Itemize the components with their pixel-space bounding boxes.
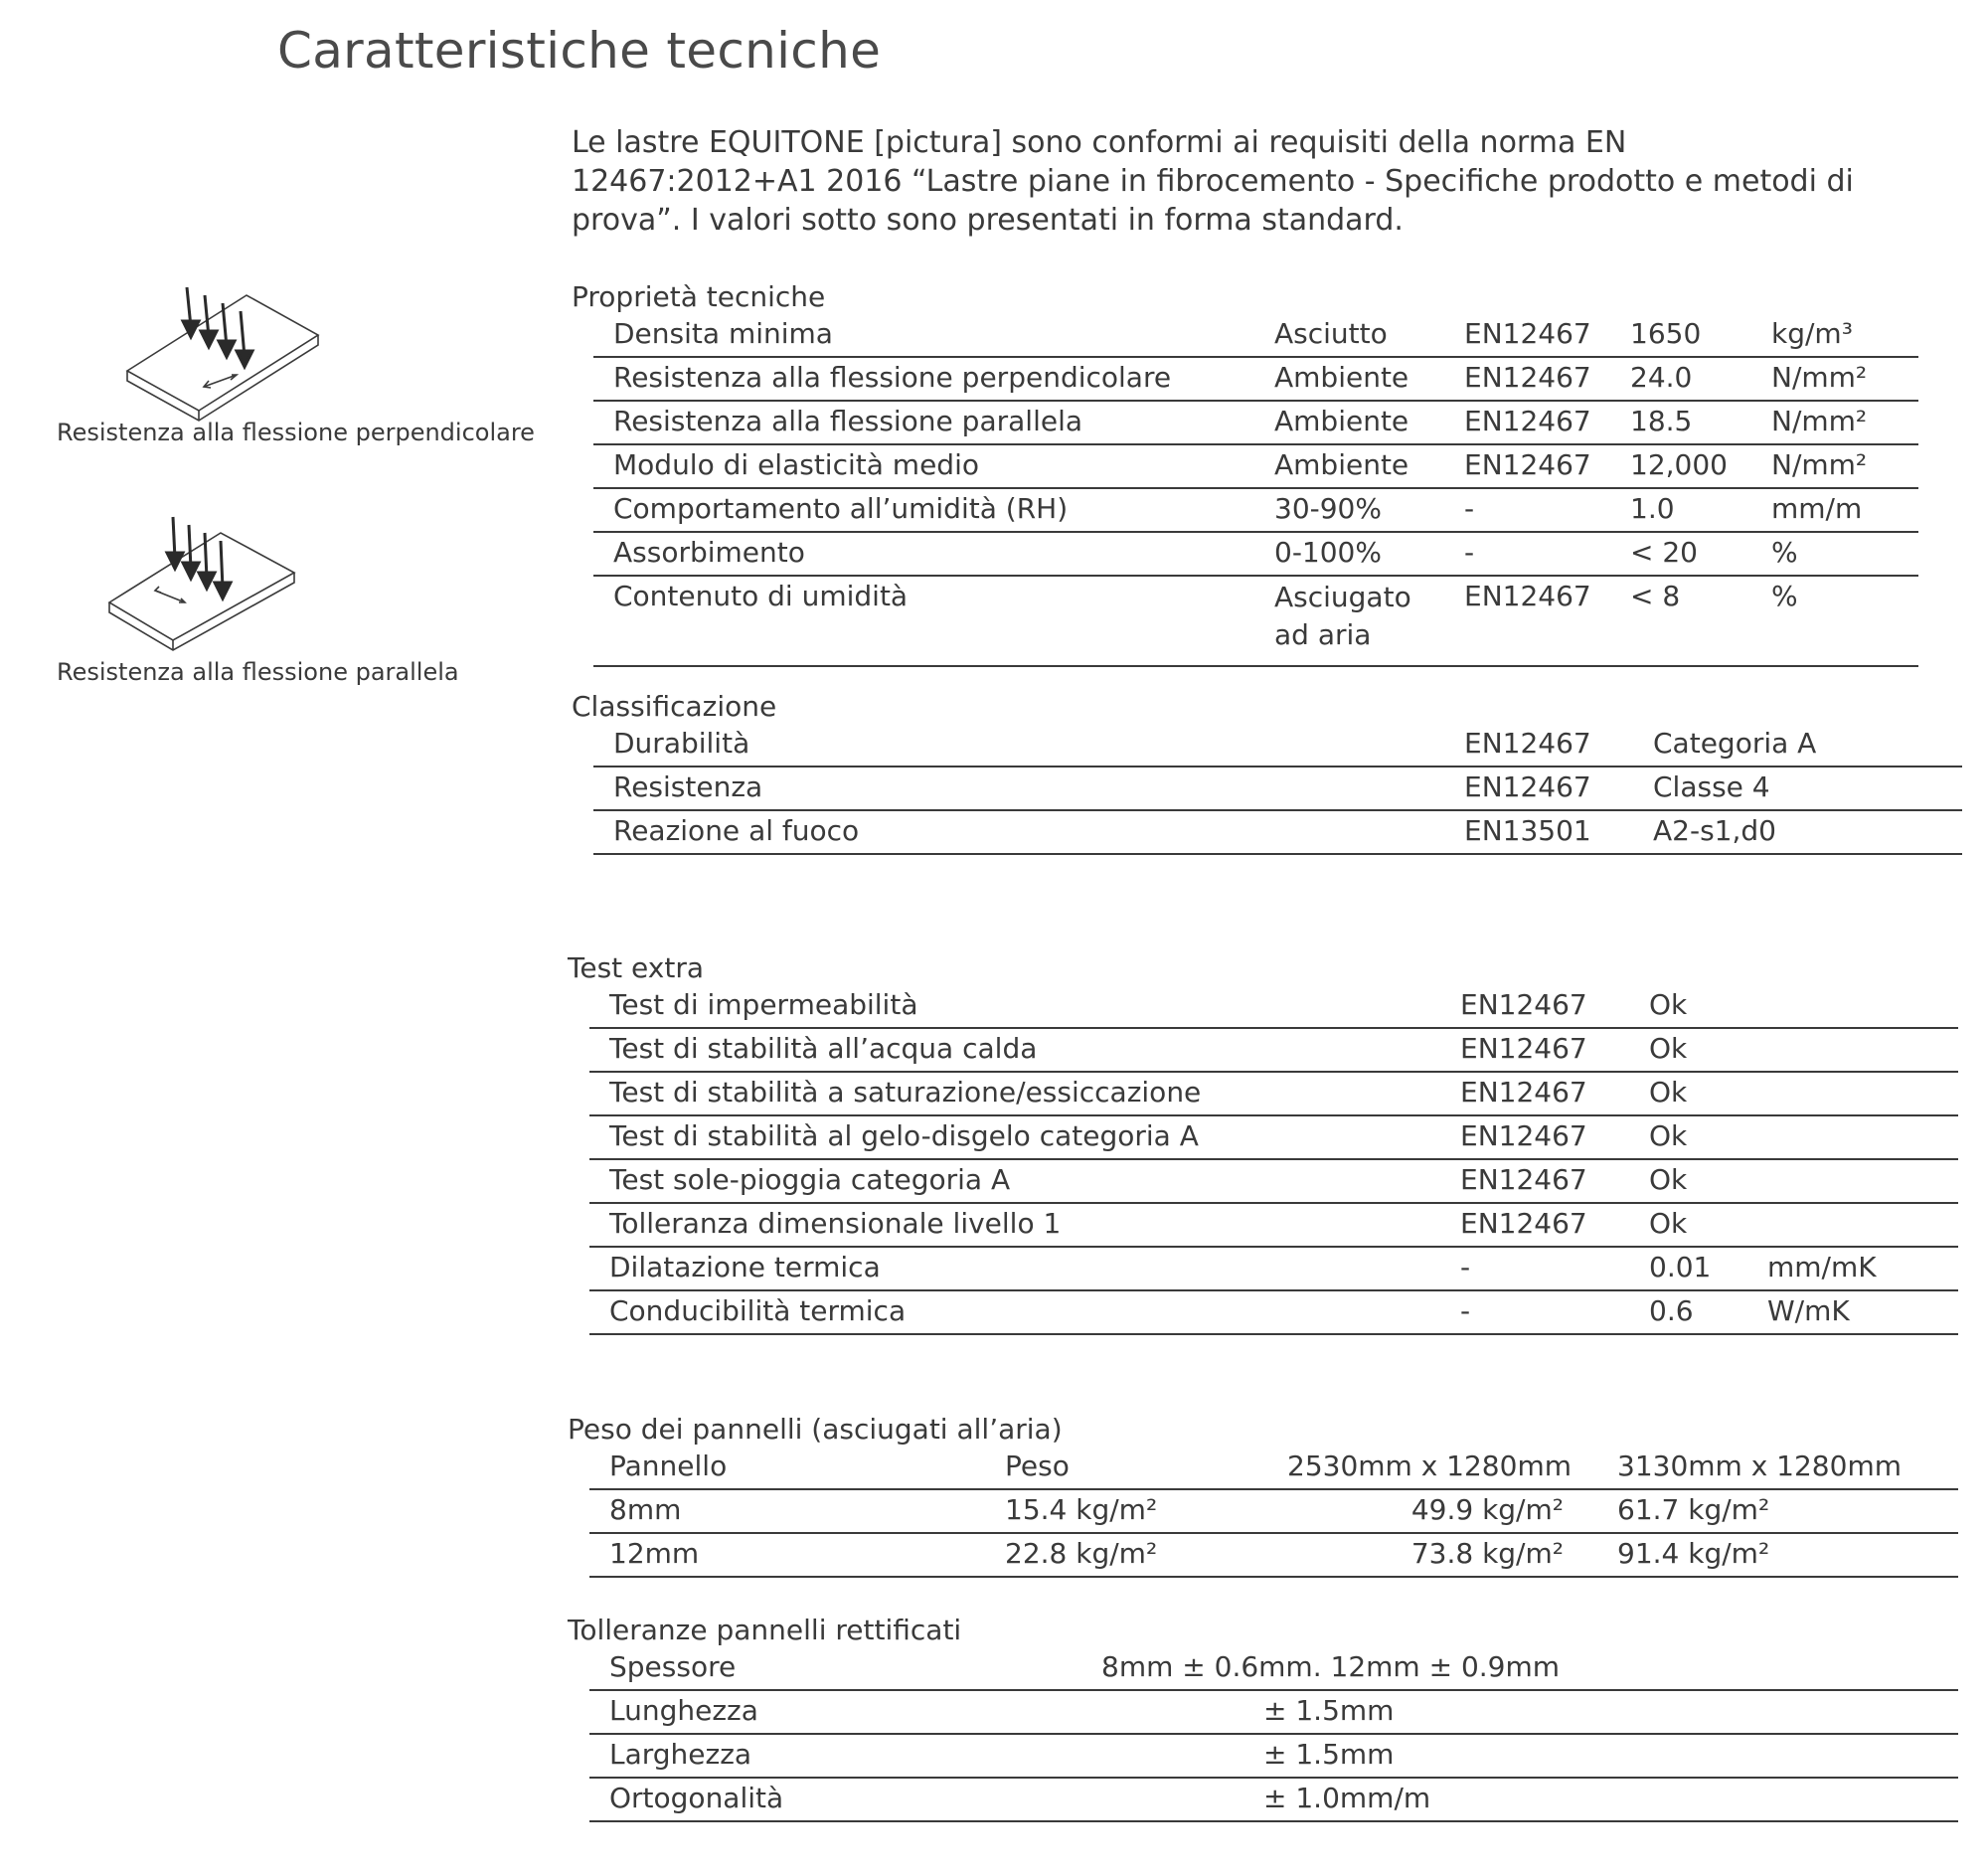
cell-dimension: Spessore <box>609 1650 737 1683</box>
cell-standard: EN12467 <box>1464 361 1591 394</box>
cell-result: Ok <box>1649 1076 1688 1109</box>
cell-result: Ok <box>1649 1207 1688 1240</box>
cell-test: Conducibilità termica <box>609 1294 907 1327</box>
figure-perpendicular <box>119 283 338 423</box>
figure-parallel <box>103 515 302 654</box>
cell-unit: mm/m <box>1771 492 1863 525</box>
cell-dimension: Lunghezza <box>609 1694 758 1727</box>
table-row <box>593 726 1962 767</box>
cell-standard: EN12467 <box>1464 448 1591 481</box>
figure-caption-perpendicular: Resistenza alla flessione perpendicolare <box>57 419 535 446</box>
cell-standard: EN13501 <box>1464 814 1591 847</box>
table-row <box>589 1536 1958 1578</box>
table-row <box>593 579 1918 667</box>
cell-standard: EN12467 <box>1460 1119 1587 1152</box>
cell-result: Ok <box>1649 1163 1688 1196</box>
cell-standard: EN12467 <box>1460 1163 1587 1196</box>
table-row <box>593 404 1918 445</box>
section-title-test-extra: Test extra <box>568 951 704 984</box>
cell-property: Contenuto di umidità <box>613 580 909 612</box>
cell-property: Assorbimento <box>613 536 805 569</box>
table-tolleranze <box>589 1649 1958 1828</box>
cell-value: 24.0 <box>1630 361 1693 394</box>
cell-value: < 20 <box>1630 536 1698 569</box>
cell-property: Comportamento all’umidità (RH) <box>613 492 1069 525</box>
cell-value: 1650 <box>1630 317 1702 350</box>
cell-tolerance: ± 1.5mm <box>1263 1738 1395 1771</box>
table-row <box>593 316 1918 358</box>
cell-test: Test di stabilità a saturazione/essiccazione <box>609 1076 1202 1109</box>
cell-property: Resistenza alla flessione parallela <box>613 405 1083 437</box>
cell-standard: EN12467 <box>1460 1076 1587 1109</box>
bending-parallel-icon <box>103 515 302 654</box>
bending-perpendicular-icon <box>119 283 338 423</box>
table-row <box>589 1649 1958 1691</box>
header-size-3130: 3130mm x 1280mm <box>1617 1450 1902 1482</box>
cell-condition: Asciugato ad aria <box>1274 581 1411 651</box>
table-row <box>593 769 1962 811</box>
table-row <box>593 447 1918 489</box>
cell-standard: EN12467 <box>1464 405 1591 437</box>
table-row <box>589 1118 1958 1160</box>
header-peso: Peso <box>1005 1450 1070 1482</box>
cell-property: Durabilità <box>613 727 750 760</box>
cell-unit: N/mm² <box>1771 361 1868 394</box>
cell-pannello: 8mm <box>609 1493 682 1526</box>
cell-tolerance: ± 1.5mm <box>1263 1694 1395 1727</box>
cell-value: Categoria A <box>1653 727 1817 760</box>
cell-standard: EN12467 <box>1460 1207 1587 1240</box>
cell-standard: - <box>1464 536 1475 569</box>
table-peso <box>589 1449 1958 1583</box>
cell-test: Test sole-pioggia categoria A <box>609 1163 1011 1196</box>
cell-standard: EN12467 <box>1464 727 1591 760</box>
cell-standard: - <box>1464 492 1475 525</box>
table-row <box>589 1250 1958 1291</box>
cell-unit: N/mm² <box>1771 405 1868 437</box>
cell-test: Test di stabilità all’acqua calda <box>609 1032 1038 1065</box>
cell-value: A2-s1,d0 <box>1653 814 1776 847</box>
cell-value: < 8 <box>1630 580 1681 612</box>
cell-standard: - <box>1460 1251 1471 1283</box>
cell-pannello: 12mm <box>609 1537 700 1570</box>
cell-weight-2530: 73.8 kg/m² <box>1410 1537 1564 1570</box>
cell-dimension: Larghezza <box>609 1738 752 1771</box>
cell-value: 18.5 <box>1630 405 1693 437</box>
cell-unit: W/mK <box>1767 1294 1850 1327</box>
cell-unit: kg/m³ <box>1771 317 1853 350</box>
cell-value: Classe 4 <box>1653 770 1770 803</box>
cell-tolerance: ± 1.0mm/m <box>1263 1782 1431 1814</box>
cell-property: Modulo di elasticità medio <box>613 448 979 481</box>
cell-weight-3130: 61.7 kg/m² <box>1617 1493 1770 1526</box>
table-test-extra <box>589 987 1958 1339</box>
section-title-peso: Peso dei pannelli (asciugati all’aria) <box>568 1413 1063 1446</box>
table-row <box>593 535 1918 577</box>
cell-property: Resistenza alla flessione perpendicolare <box>613 361 1172 394</box>
cell-standard: EN12467 <box>1464 580 1591 612</box>
cell-value: 1.0 <box>1630 492 1675 525</box>
header-size-2530: 2530mm x 1280mm <box>1287 1450 1572 1482</box>
cell-weight-3130: 91.4 kg/m² <box>1617 1537 1770 1570</box>
table-row <box>589 1031 1958 1073</box>
page-title: Caratteristiche tecniche <box>277 22 882 80</box>
cell-property: Densita minima <box>613 317 833 350</box>
cell-property: Resistenza <box>613 770 763 803</box>
cell-result: Ok <box>1649 1032 1688 1065</box>
cell-condition: Asciutto <box>1274 317 1388 350</box>
cell-standard: EN12467 <box>1464 317 1591 350</box>
table-row <box>593 813 1962 855</box>
table-row <box>593 360 1918 402</box>
cell-condition: 30-90% <box>1274 492 1382 525</box>
header-pannello: Pannello <box>609 1450 728 1482</box>
cell-test: Tolleranza dimensionale livello 1 <box>609 1207 1062 1240</box>
table-row <box>589 1075 1958 1116</box>
cell-unit: % <box>1771 536 1798 569</box>
cell-condition: 0-100% <box>1274 536 1382 569</box>
section-title-tolleranze: Tolleranze pannelli rettificati <box>568 1614 962 1646</box>
table-classificazione <box>593 726 1962 860</box>
cell-tolerance: 8mm ± 0.6mm. 12mm ± 0.9mm <box>1101 1650 1561 1683</box>
section-title-proprieta: Proprietà tecniche <box>572 280 826 313</box>
table-proprieta <box>593 316 1918 651</box>
cell-test: Test di impermeabilità <box>609 988 918 1021</box>
figure-caption-parallel: Resistenza alla flessione parallela <box>57 658 459 686</box>
cell-test: Test di stabilità al gelo-disgelo categoria A <box>609 1119 1199 1152</box>
table-row <box>589 1492 1958 1534</box>
cell-unit: % <box>1771 580 1798 612</box>
cell-unit: mm/mK <box>1767 1251 1877 1283</box>
cell-condition: Ambiente <box>1274 448 1409 481</box>
table-header-row <box>589 1449 1958 1490</box>
cell-property: Reazione al fuoco <box>613 814 860 847</box>
table-row <box>589 1206 1958 1248</box>
table-row <box>589 1693 1958 1735</box>
cell-value: 12,000 <box>1630 448 1728 481</box>
cell-condition: Ambiente <box>1274 405 1409 437</box>
table-row <box>589 1781 1958 1822</box>
cell-result: 0.01 <box>1649 1251 1712 1283</box>
cell-peso: 15.4 kg/m² <box>1005 1493 1158 1526</box>
cell-standard: EN12467 <box>1460 1032 1587 1065</box>
section-title-classificazione: Classificazione <box>572 690 777 723</box>
cell-result: Ok <box>1649 1119 1688 1152</box>
table-row <box>593 491 1918 533</box>
cell-dimension: Ortogonalità <box>609 1782 784 1814</box>
cell-result: Ok <box>1649 988 1688 1021</box>
cell-standard: EN12467 <box>1464 770 1591 803</box>
cell-unit: N/mm² <box>1771 448 1868 481</box>
table-row <box>589 1293 1958 1335</box>
cell-peso: 22.8 kg/m² <box>1005 1537 1158 1570</box>
cell-standard: EN12467 <box>1460 988 1587 1021</box>
cell-weight-2530: 49.9 kg/m² <box>1410 1493 1564 1526</box>
intro-paragraph: Le lastre EQUITONE [pictura] sono conformi ai requisiti della norma EN 12467:2012+A1 2016 “Lastre piane in fibrocemento - Specifiche prodotto e metodi di prova”. I valori sotto sono presentati in forma standard. <box>572 125 1854 238</box>
table-row <box>589 987 1958 1029</box>
table-row <box>589 1737 1958 1779</box>
cell-standard: - <box>1460 1294 1471 1327</box>
cell-test: Dilatazione termica <box>609 1251 881 1283</box>
cell-condition: Ambiente <box>1274 361 1409 394</box>
cell-result: 0.6 <box>1649 1294 1694 1327</box>
table-row <box>589 1162 1958 1204</box>
